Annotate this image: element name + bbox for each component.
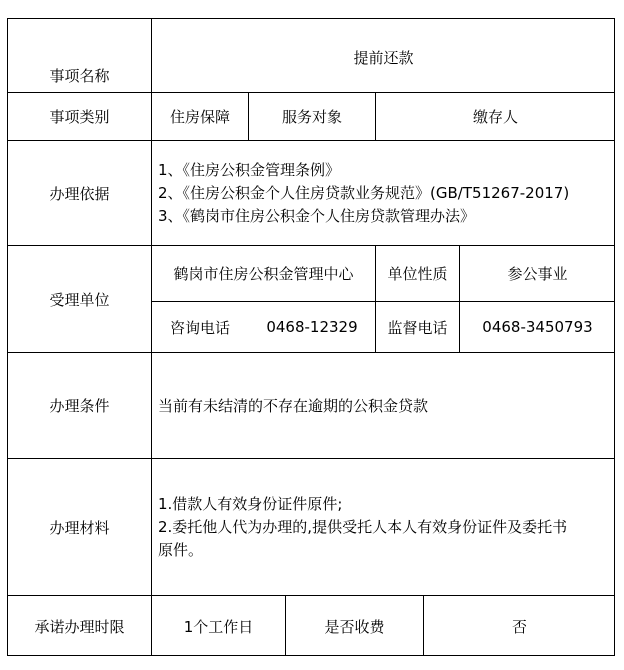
consult-phone-label: 咨询电话 (169, 318, 230, 337)
item-category-label: 事项类别 (49, 108, 110, 126)
supervise-phone-value: 0468-3450793 (482, 318, 593, 336)
service-target-value: 缴存人 (472, 108, 518, 126)
time-limit-value: 1个工作日 (183, 617, 254, 636)
accepting-unit-label: 受理单位 (49, 290, 110, 309)
fee-value: 否 (511, 617, 527, 636)
basis-item: 3、《鹤岗市住房公积金个人住房贷款管理办法》 (158, 207, 476, 225)
accepting-unit-name: 鹤岗市住房公积金管理中心 (173, 265, 354, 283)
fee-label: 是否收费 (324, 617, 385, 636)
handling-basis-list (158, 159, 569, 228)
handling-conditions-value: 当前有未结清的不存在逾期的公积金贷款 (158, 397, 429, 415)
material-line: 原件。 (158, 541, 204, 559)
handling-basis-label: 办理依据 (49, 184, 110, 203)
material-line: 2.委托他人代为办理的,提供受托人本人有效身份证件及委托书 (158, 518, 568, 536)
consult-phone-value: 0468-12329 (266, 318, 358, 336)
unit-nature-value: 参公事业 (507, 265, 568, 283)
item-name-label: 事项名称 (49, 66, 110, 85)
time-limit-label: 承诺办理时限 (34, 617, 125, 636)
handling-materials-list (158, 493, 567, 562)
handling-materials-label: 办理材料 (49, 518, 110, 537)
item-category-value: 住房保障 (169, 108, 230, 126)
basis-item: 1、《住房公积金管理条例》 (158, 161, 341, 179)
unit-nature-label: 单位性质 (387, 265, 448, 283)
supervise-phone-label: 监督电话 (387, 318, 448, 337)
material-line: 1.借款人有效身份证件原件; (158, 495, 343, 513)
basis-item: 2、《住房公积金个人住房贷款业务规范》(GB/T51267-2017) (158, 184, 570, 202)
service-target-label: 服务对象 (281, 108, 342, 126)
handling-conditions-label: 办理条件 (49, 397, 110, 415)
item-name-value: 提前还款 (353, 48, 414, 67)
